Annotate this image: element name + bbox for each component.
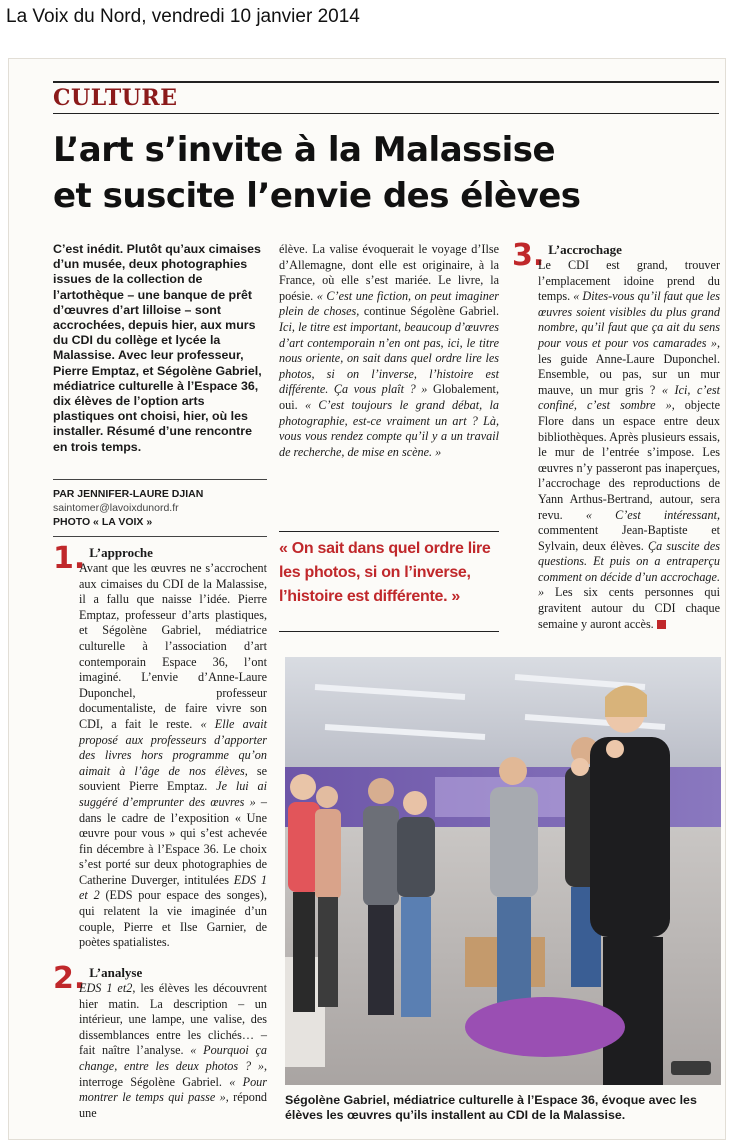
section-1-body: Avant que les œuvres ne s’accrochent aux cimaises du CDI de la Malassise, il a fallu que naisse l’idée. Pierre Emptaz, professeur d’arts plastiques, et Ségolène Gabriel, médiatrice culturelle à l’association d’art contemporain Espace 36, l’ont imaginé. L’envie d’Anne-Laure Duponchel, professeur documentaliste, de faire vivre son CDI, a fait le reste. « Elle avait proposé aux professeurs d’apporter des livres hors programme qu’on aimait à l’âge de nos élèves, se souvient Pierre Emptaz. Je lui ai suggéré d’emprunter des œuvres » – dans le cadre de l’exposition « Une œuvre pour vous » qui s’est achevée fin décembre à l’Espace 36. Le choix s’est porté sur deux photographies de Catherine Duverger, intitulées EDS 1 et 2 (EDS pour espace des songes), qui relatent la vie imaginée d’un couple, Pierre et Ilse Garnier, de poètes spatialistes. — [79, 561, 268, 950]
section-rule — [53, 113, 719, 114]
pull-quote: « On sait dans quel ordre lire les photos, si on l’inverse, l’histoire est différente. » — [279, 540, 491, 605]
top-rule — [53, 81, 719, 83]
photo-caption: Ségolène Gabriel, médiatrice culturelle à l’Espace 36, évoque avec les élèves les œuvres qu’ils installent au CDI de la Malassise. — [285, 1093, 697, 1123]
byline-rule — [53, 479, 267, 480]
section-1 — [53, 541, 268, 951]
section-1-number: 1. — [53, 541, 86, 576]
byline-rule-bottom — [53, 536, 267, 537]
byline-author: PAR JENNIFER-LAURE DJIAN — [53, 488, 204, 500]
newspaper-clipping — [8, 58, 726, 1140]
section-3-body: Le CDI est grand, trouver l’emplacement idoine prend du temps. « Dites-vous qu’il faut que les œuvres soient visibles du plus grand nombre, qu’il faut que ça ait du sens pour vous et pour vos camarades », les guide Anne-Laure Duponchel. Ensemble, ou pas, sur un mur mauve, un mur gris ? « Ici, c’est confiné, c’est sombre », objecte Flore dans un espace entre deux bibliothèques. Après plusieurs essais, le mur de l’entrée s’impose. Les œuvres n’y passeront pas inaperçues, l’accrochage des reproductions de Yann Arthus-Bertrand, autour, sera revu. « C’est intéressant, commentent Jean-Baptiste et Sylvain, deux élèves. Ça suscite des questions. Et puis on a entraperçu comment on décide d’un accrochage. » Les six cents personnes qui gravitent autour du CDI chaque semaine y auront accès. — [538, 258, 721, 631]
source-line: La Voix du Nord, vendredi 10 janvier 2014 — [6, 6, 360, 27]
student-5 — [490, 757, 538, 1017]
section-label: CULTURE — [53, 85, 178, 111]
pull-quote-rule-top — [279, 531, 499, 532]
section-3-number: 3. — [512, 238, 545, 273]
section-3-title: L’accrochage — [548, 242, 622, 257]
headline-line-2: et suscite l’envie des élèves — [53, 176, 581, 216]
column-2-body: élève. La valise évoquerait le voyage d’Ilse d’Allemagne, dont elle est originaire, à la France, où elle s’est mariée. Le livre, la poésie. « C’est une fiction, on peut imaginer plein de choses, continue Ségolène Gabriel. Ici, le titre est important, beaucoup d’œuvres d’art contemporain n’en ont pas, ici, le titre nous oriente, on sait dans quel ordre lire les photos, si on l’inverse, l’histoire est différente. Ça vous plaît ? » Globalement, oui. « C’est toujours le grand débat, la photographie, est-ce vraiment un art ? Là, vous vous rendez compte qu’il y a un travail de recherche, de mise en scène. » — [279, 242, 499, 459]
byline — [53, 487, 267, 529]
pull-quote-rule-bottom — [279, 631, 499, 632]
student-4 — [397, 791, 435, 1017]
lead-paragraph: C’est inédit. Plutôt qu’aux cimaises d’un musée, deux photographies issues de la collection de l’artothèque – une banque de prêt d’œuvres d’art lilloise – sont accrochées, depuis hier, aux murs du CDI du collège et lycée la Malassise. Avec leur professeur, Pierre Emptaz, et Ségolène Gabriel, médiatrice culturelle à l’Espace 36, dix élèves de l’option arts plastiques ont choisi, hier, où les installer. Résumé d’une rencontre en trois temps. — [53, 242, 262, 454]
student-3 — [363, 778, 399, 1015]
section-3 — [512, 238, 721, 632]
end-mark — [657, 620, 666, 629]
section-1-title: L’approche — [89, 545, 153, 560]
byline-email: saintomer@lavoixdunord.fr — [53, 502, 179, 514]
headline — [53, 127, 693, 219]
photo-illustration — [285, 657, 721, 1085]
purple-chair — [465, 997, 625, 1057]
headline-line-1: L’art s’invite à la Malassise — [53, 130, 556, 170]
student-2 — [315, 786, 341, 1007]
section-2 — [53, 961, 268, 1121]
section-2-title: L’analyse — [89, 965, 143, 980]
section-2-body: EDS 1 et2, les élèves les découvrent hier matin. La description – un intérieur, une lampe, une valise, des dissemblances entre les clichés… – fait naître l’analyse. « Pourquoi ça change, entre les deux photos ? », interroge Ségolène Gabriel. « Pour montrer le temps qui passe », répond une — [79, 981, 268, 1120]
photo-credit: PHOTO « LA VOIX » — [53, 516, 153, 528]
section-2-number: 2. — [53, 961, 86, 996]
phone — [671, 1061, 711, 1075]
photo — [285, 657, 721, 1085]
